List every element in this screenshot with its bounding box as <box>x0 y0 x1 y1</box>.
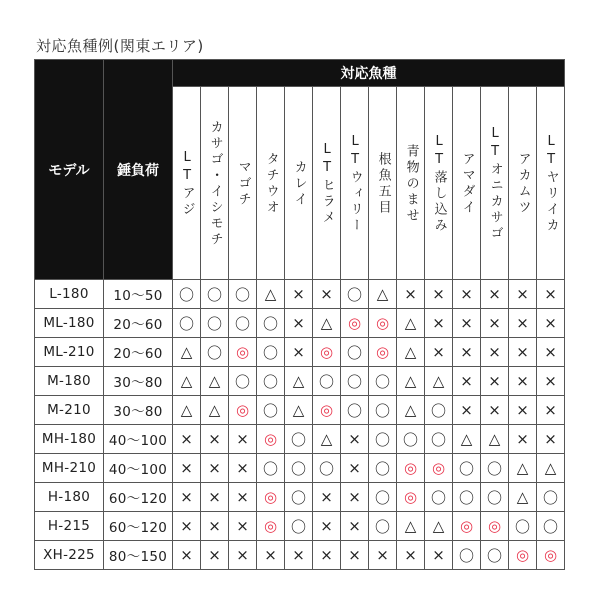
rating-cell: × <box>453 309 481 338</box>
species-header <box>313 87 341 280</box>
rating-cell: 〇 <box>257 338 285 367</box>
species-header <box>481 87 509 280</box>
rating-cell: × <box>173 512 201 541</box>
rating-cell: × <box>341 483 369 512</box>
rating-cell: × <box>285 338 313 367</box>
species-header <box>509 87 537 280</box>
rating-cell: △ <box>453 425 481 454</box>
rating-cell: × <box>425 309 453 338</box>
rating-cell: △ <box>397 309 425 338</box>
rating-cell: 〇 <box>285 425 313 454</box>
table-row <box>35 396 565 425</box>
rating-cell: △ <box>201 396 229 425</box>
rating-cell: ◎ <box>453 512 481 541</box>
rating-cell: △ <box>257 280 285 309</box>
rating-cell: × <box>285 541 313 570</box>
header-model: モデル <box>35 60 104 280</box>
rating-cell: × <box>537 280 565 309</box>
rating-cell: × <box>173 454 201 483</box>
rating-cell: △ <box>397 396 425 425</box>
model-cell: MH-210 <box>35 454 104 483</box>
table-row <box>35 454 565 483</box>
rating-cell: △ <box>425 512 453 541</box>
rating-cell: ◎ <box>537 541 565 570</box>
rating-cell: ◎ <box>313 396 341 425</box>
rating-cell: × <box>537 367 565 396</box>
rating-cell: 〇 <box>509 512 537 541</box>
rating-cell: 〇 <box>201 309 229 338</box>
rating-cell: 〇 <box>453 483 481 512</box>
species-header <box>285 87 313 280</box>
species-label: マゴチ <box>235 160 251 208</box>
model-cell: M-180 <box>35 367 104 396</box>
species-compatibility-table <box>34 59 565 570</box>
weight-cell: 20〜60 <box>104 309 173 338</box>
species-label: LTアジ <box>179 150 195 218</box>
rating-cell: × <box>369 541 397 570</box>
weight-cell: 30〜80 <box>104 367 173 396</box>
rating-cell: × <box>509 338 537 367</box>
rating-cell: △ <box>313 425 341 454</box>
rating-cell: ◎ <box>481 512 509 541</box>
rating-cell: 〇 <box>341 367 369 396</box>
rating-cell: △ <box>537 454 565 483</box>
species-header <box>341 87 369 280</box>
rating-cell: 〇 <box>425 425 453 454</box>
species-label: アカムツ <box>515 152 531 216</box>
species-label: タチウオ <box>263 152 279 216</box>
model-cell: M-210 <box>35 396 104 425</box>
model-cell: H-215 <box>35 512 104 541</box>
rating-cell: × <box>201 483 229 512</box>
species-label: LTヤリイカ <box>543 134 559 234</box>
rating-cell: △ <box>397 338 425 367</box>
weight-cell: 20〜60 <box>104 338 173 367</box>
rating-cell: 〇 <box>285 512 313 541</box>
rating-cell: × <box>229 483 257 512</box>
rating-cell: × <box>397 280 425 309</box>
model-cell: MH-180 <box>35 425 104 454</box>
species-label: カレイ <box>291 160 307 208</box>
rating-cell: × <box>229 541 257 570</box>
table-row <box>35 425 565 454</box>
rating-cell: △ <box>397 367 425 396</box>
rating-cell: 〇 <box>201 338 229 367</box>
weight-cell: 10〜50 <box>104 280 173 309</box>
rating-cell: ◎ <box>425 454 453 483</box>
header-row-group <box>35 60 565 87</box>
rating-cell: × <box>173 541 201 570</box>
rating-cell: 〇 <box>369 367 397 396</box>
table-row <box>35 512 565 541</box>
rating-cell: 〇 <box>257 309 285 338</box>
rating-cell: 〇 <box>229 367 257 396</box>
rating-cell: × <box>341 454 369 483</box>
rating-cell: × <box>453 280 481 309</box>
rating-cell: × <box>481 280 509 309</box>
rating-cell: × <box>397 541 425 570</box>
weight-cell: 80〜150 <box>104 541 173 570</box>
species-label: アマダイ <box>459 152 475 216</box>
rating-cell: × <box>453 396 481 425</box>
page-title: 対応魚種例(関東エリア) <box>36 37 204 55</box>
rating-cell: 〇 <box>173 309 201 338</box>
table-row <box>35 367 565 396</box>
rating-cell: 〇 <box>369 454 397 483</box>
rating-cell: 〇 <box>397 425 425 454</box>
rating-cell: ◎ <box>397 454 425 483</box>
rating-cell: ◎ <box>509 541 537 570</box>
rating-cell: 〇 <box>369 483 397 512</box>
rating-cell: △ <box>509 483 537 512</box>
model-cell: ML-210 <box>35 338 104 367</box>
rating-cell: × <box>537 396 565 425</box>
rating-cell: 〇 <box>257 454 285 483</box>
rating-cell: × <box>537 338 565 367</box>
rating-cell: 〇 <box>537 483 565 512</box>
rating-cell: ◎ <box>397 483 425 512</box>
rating-cell: × <box>481 338 509 367</box>
species-label: LT落し込み <box>431 134 447 234</box>
rating-cell: × <box>285 280 313 309</box>
rating-cell: × <box>537 425 565 454</box>
rating-cell: × <box>481 367 509 396</box>
species-header <box>425 87 453 280</box>
species-header <box>201 87 229 280</box>
rating-cell: ◎ <box>257 483 285 512</box>
rating-cell: × <box>509 280 537 309</box>
rating-cell: × <box>313 280 341 309</box>
weight-cell: 60〜120 <box>104 483 173 512</box>
rating-cell: 〇 <box>453 454 481 483</box>
rating-cell: △ <box>509 454 537 483</box>
rating-cell: × <box>201 512 229 541</box>
rating-cell: 〇 <box>229 280 257 309</box>
rating-cell: △ <box>313 309 341 338</box>
rating-cell: × <box>425 280 453 309</box>
rating-cell: × <box>229 512 257 541</box>
rating-cell: × <box>173 483 201 512</box>
weight-cell: 60〜120 <box>104 512 173 541</box>
table-row <box>35 309 565 338</box>
rating-cell: ◎ <box>257 512 285 541</box>
rating-cell: 〇 <box>285 454 313 483</box>
rating-cell: 〇 <box>369 512 397 541</box>
species-header <box>369 87 397 280</box>
rating-cell: 〇 <box>369 425 397 454</box>
rating-cell: 〇 <box>481 454 509 483</box>
rating-cell: × <box>229 425 257 454</box>
species-header <box>397 87 425 280</box>
species-header <box>173 87 201 280</box>
rating-cell: 〇 <box>313 454 341 483</box>
rating-cell: △ <box>173 338 201 367</box>
rating-cell: × <box>313 483 341 512</box>
rating-cell: × <box>201 425 229 454</box>
rating-cell: △ <box>481 425 509 454</box>
rating-cell: × <box>201 541 229 570</box>
rating-cell: × <box>481 309 509 338</box>
rating-cell: × <box>481 396 509 425</box>
rating-cell: × <box>509 367 537 396</box>
rating-cell: × <box>201 454 229 483</box>
species-label: LTウィリー <box>347 134 363 234</box>
rating-cell: 〇 <box>201 280 229 309</box>
rating-cell: △ <box>173 396 201 425</box>
rating-cell: △ <box>285 396 313 425</box>
rating-cell: ◎ <box>313 338 341 367</box>
rating-cell: 〇 <box>229 309 257 338</box>
rating-cell: × <box>509 396 537 425</box>
rating-cell: 〇 <box>453 541 481 570</box>
rating-cell: △ <box>173 367 201 396</box>
rating-cell: 〇 <box>341 338 369 367</box>
rating-cell: × <box>453 338 481 367</box>
rating-cell: △ <box>369 280 397 309</box>
model-cell: L-180 <box>35 280 104 309</box>
rating-cell: 〇 <box>425 396 453 425</box>
rating-cell: 〇 <box>537 512 565 541</box>
rating-cell: × <box>453 367 481 396</box>
weight-cell: 40〜100 <box>104 454 173 483</box>
species-header <box>257 87 285 280</box>
rating-cell: × <box>341 512 369 541</box>
rating-cell: 〇 <box>425 483 453 512</box>
rating-cell: 〇 <box>173 280 201 309</box>
table-body <box>35 280 565 570</box>
species-label: LTオニカサゴ <box>487 126 503 242</box>
table-row <box>35 483 565 512</box>
rating-cell: 〇 <box>369 396 397 425</box>
species-header <box>453 87 481 280</box>
rating-cell: △ <box>201 367 229 396</box>
rating-cell: 〇 <box>341 396 369 425</box>
rating-cell: 〇 <box>341 280 369 309</box>
rating-cell: × <box>341 541 369 570</box>
species-label: カサゴ・イシモチ <box>207 120 223 248</box>
species-label: 根魚五目 <box>375 152 391 216</box>
rating-cell: 〇 <box>257 367 285 396</box>
species-header <box>229 87 257 280</box>
species-label: 青物のませ <box>403 144 419 224</box>
table-row <box>35 338 565 367</box>
table-row <box>35 541 565 570</box>
table-row <box>35 280 565 309</box>
rating-cell: △ <box>285 367 313 396</box>
rating-cell: △ <box>397 512 425 541</box>
rating-cell: 〇 <box>313 367 341 396</box>
rating-cell: ◎ <box>369 338 397 367</box>
rating-cell: × <box>341 425 369 454</box>
rating-cell: × <box>313 541 341 570</box>
model-cell: H-180 <box>35 483 104 512</box>
rating-cell: × <box>425 541 453 570</box>
species-header <box>537 87 565 280</box>
rating-cell: × <box>537 309 565 338</box>
rating-cell: × <box>173 425 201 454</box>
species-label: LTヒラメ <box>319 142 335 226</box>
rating-cell: △ <box>425 367 453 396</box>
rating-cell: × <box>509 309 537 338</box>
rating-cell: × <box>425 338 453 367</box>
rating-cell: × <box>257 541 285 570</box>
rating-cell: ◎ <box>229 396 257 425</box>
weight-cell: 30〜80 <box>104 396 173 425</box>
rating-cell: × <box>509 425 537 454</box>
rating-cell: 〇 <box>481 483 509 512</box>
model-cell: XH-225 <box>35 541 104 570</box>
rating-cell: × <box>229 454 257 483</box>
header-weight: 錘負荷 <box>104 60 173 280</box>
weight-cell: 40〜100 <box>104 425 173 454</box>
rating-cell: 〇 <box>257 396 285 425</box>
rating-cell: ◎ <box>229 338 257 367</box>
rating-cell: × <box>285 309 313 338</box>
rating-cell: × <box>313 512 341 541</box>
model-cell: ML-180 <box>35 309 104 338</box>
rating-cell: ◎ <box>257 425 285 454</box>
rating-cell: 〇 <box>481 541 509 570</box>
rating-cell: ◎ <box>369 309 397 338</box>
rating-cell: ◎ <box>341 309 369 338</box>
rating-cell: 〇 <box>285 483 313 512</box>
header-species-group: 対応魚種 <box>173 60 565 87</box>
